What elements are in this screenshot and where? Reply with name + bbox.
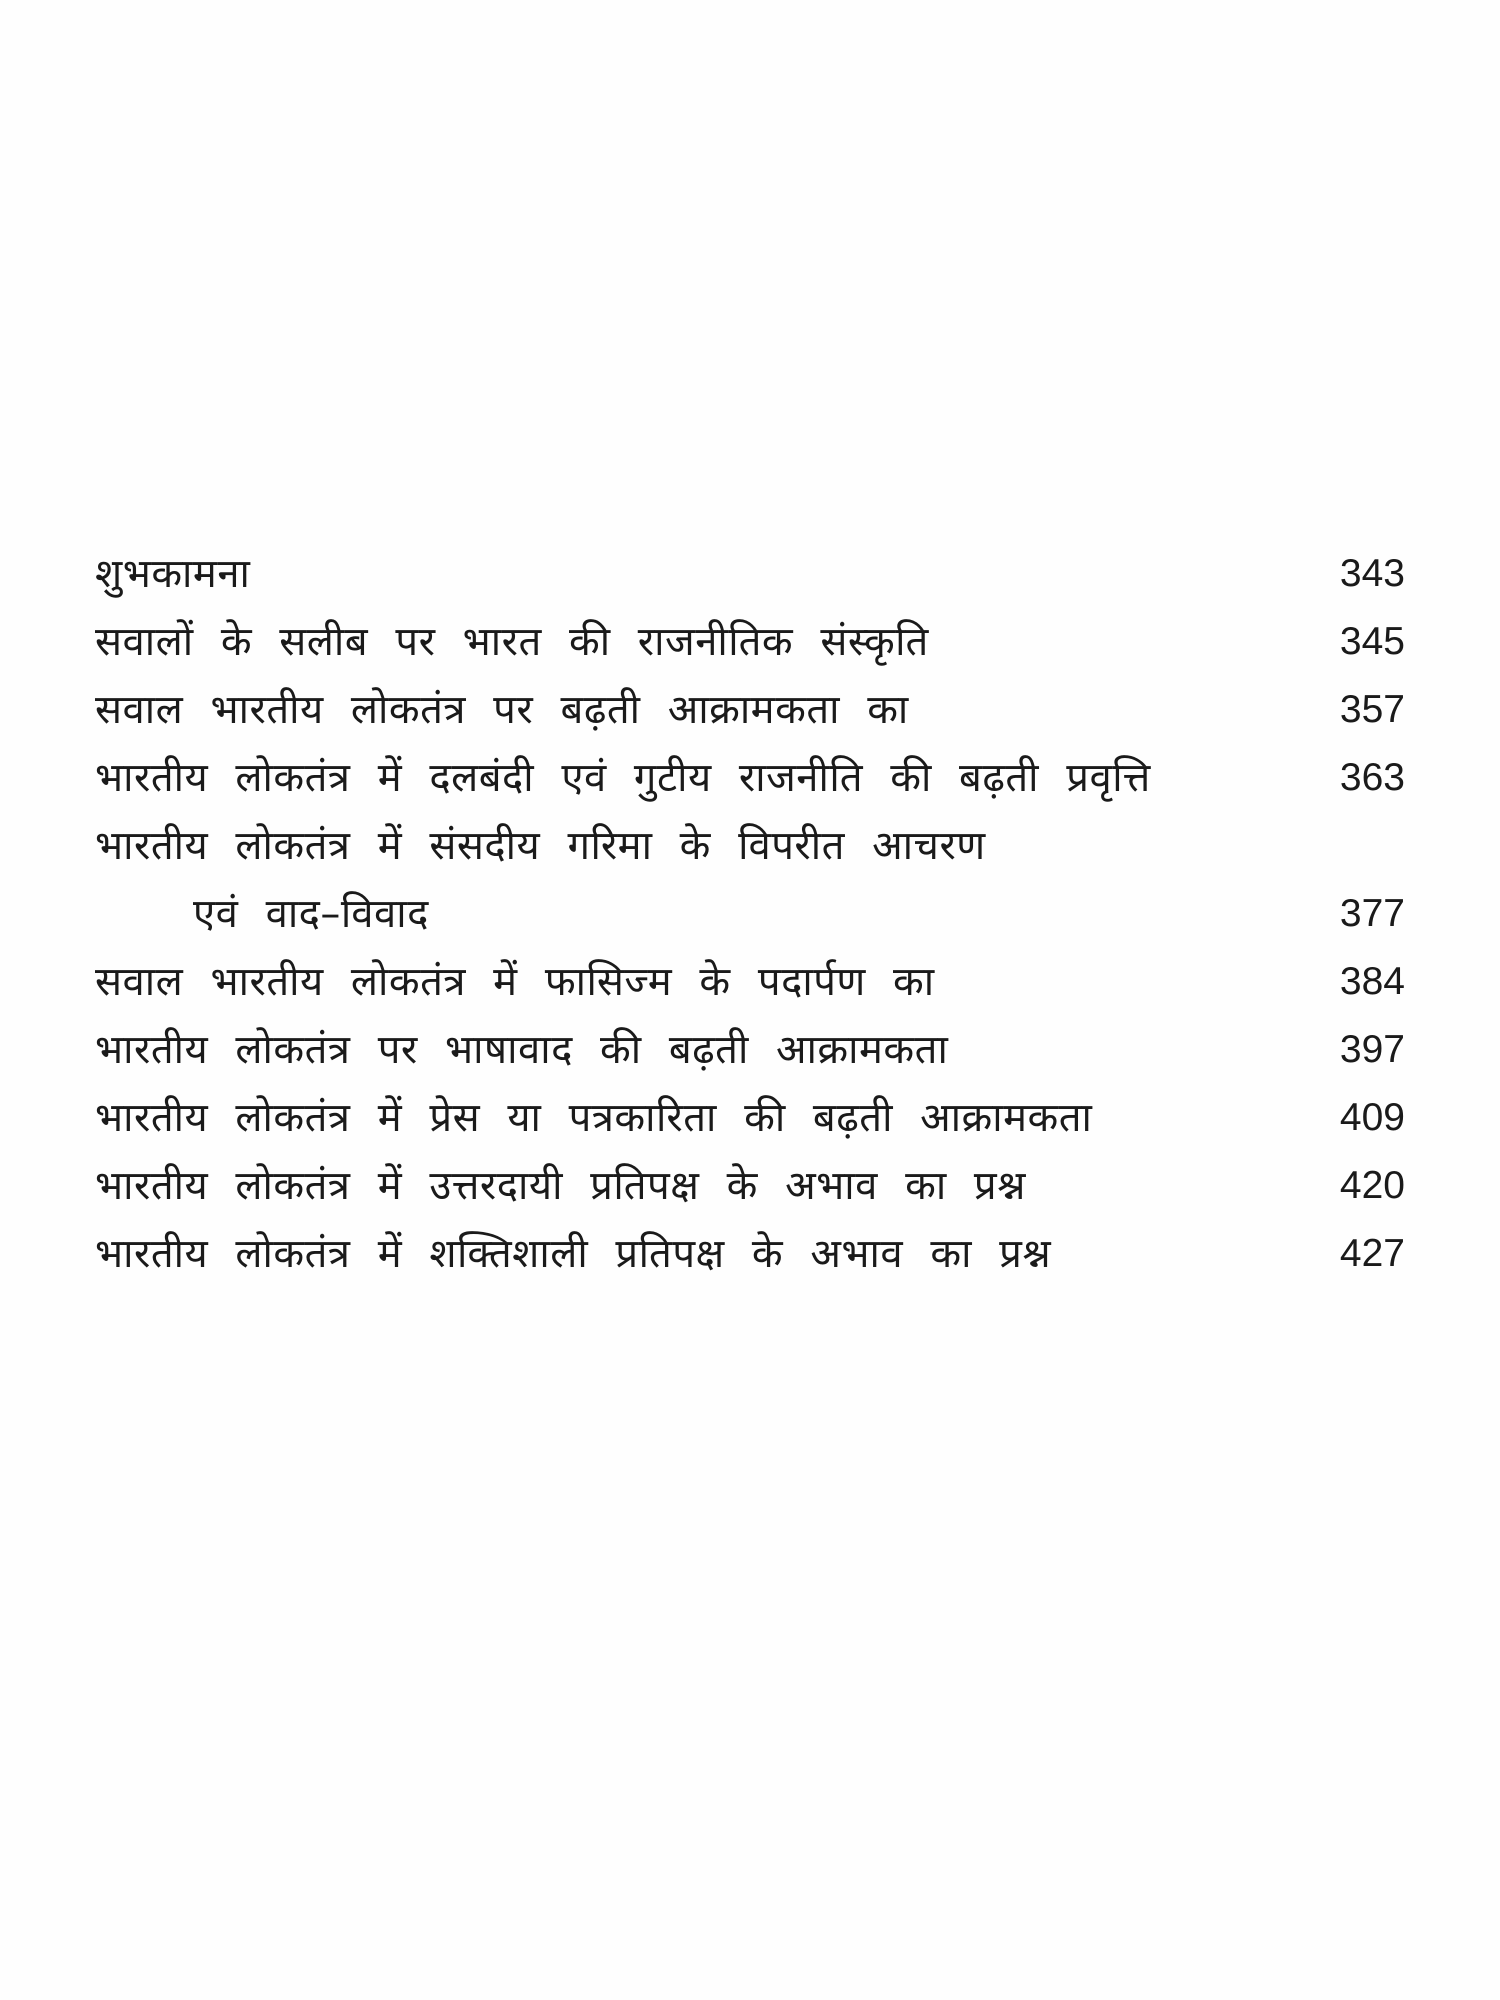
toc-entry-page-number: 345: [1339, 620, 1405, 663]
toc-entry-title: भारतीय लोकतंत्र में शक्तिशाली प्रतिपक्ष के अभाव का प्रश्न: [95, 1231, 1052, 1277]
toc-entry-title: भारतीय लोकतंत्र में प्रेस या पत्रकारिता की बढ़ती आक्रामकता: [95, 1095, 1093, 1141]
toc-entry-page-number: 409: [1339, 1096, 1405, 1139]
table-of-contents: [95, 540, 1405, 1288]
toc-entry-page-number: 397: [1339, 1028, 1405, 1071]
toc-entry-title: सवाल भारतीय लोकतंत्र पर बढ़ती आक्रामकता का: [95, 687, 909, 733]
toc-entry-page-number: 343: [1339, 552, 1405, 595]
toc-entry: [95, 1084, 1405, 1152]
toc-entry-title: भारतीय लोकतंत्र में दलबंदी एवं गुटीय राजनीति की बढ़ती प्रवृत्ति: [95, 755, 1151, 801]
toc-entry: [95, 1152, 1405, 1220]
toc-entry: [95, 540, 1405, 608]
toc-entry: [95, 744, 1405, 812]
toc-entry: [95, 608, 1405, 676]
toc-entry-title-continuation: एवं वाद–विवाद: [193, 891, 429, 937]
toc-entry-title: सवाल भारतीय लोकतंत्र में फासिज्म के पदार्पण का: [95, 959, 935, 1005]
toc-entry-page-number: 427: [1339, 1232, 1405, 1275]
toc-entry-page-number: 420: [1339, 1164, 1405, 1207]
toc-entry-title-line: भारतीय लोकतंत्र में संसदीय गरिमा के विपरीत आचरण: [95, 823, 986, 869]
toc-entry-page-number: 363: [1339, 756, 1405, 799]
toc-entry: [95, 1016, 1405, 1084]
toc-entry-page-number: 384: [1339, 960, 1405, 1003]
toc-entry-page-number: 377: [1339, 892, 1405, 935]
toc-entry: [95, 676, 1405, 744]
toc-entry: [95, 812, 1405, 948]
toc-entry: [95, 948, 1405, 1016]
toc-entry-title: [95, 812, 1275, 948]
toc-entry-title: भारतीय लोकतंत्र पर भाषावाद की बढ़ती आक्रामकता: [95, 1027, 949, 1073]
toc-entry: [95, 1220, 1405, 1288]
toc-entry-title: शुभकामना: [95, 551, 251, 597]
toc-entry-page-number: 357: [1339, 688, 1405, 731]
toc-entry-title: सवालों के सलीब पर भारत की राजनीतिक संस्कृति: [95, 619, 929, 665]
toc-entry-title: भारतीय लोकतंत्र में उत्तरदायी प्रतिपक्ष के अभाव का प्रश्न: [95, 1163, 1026, 1209]
